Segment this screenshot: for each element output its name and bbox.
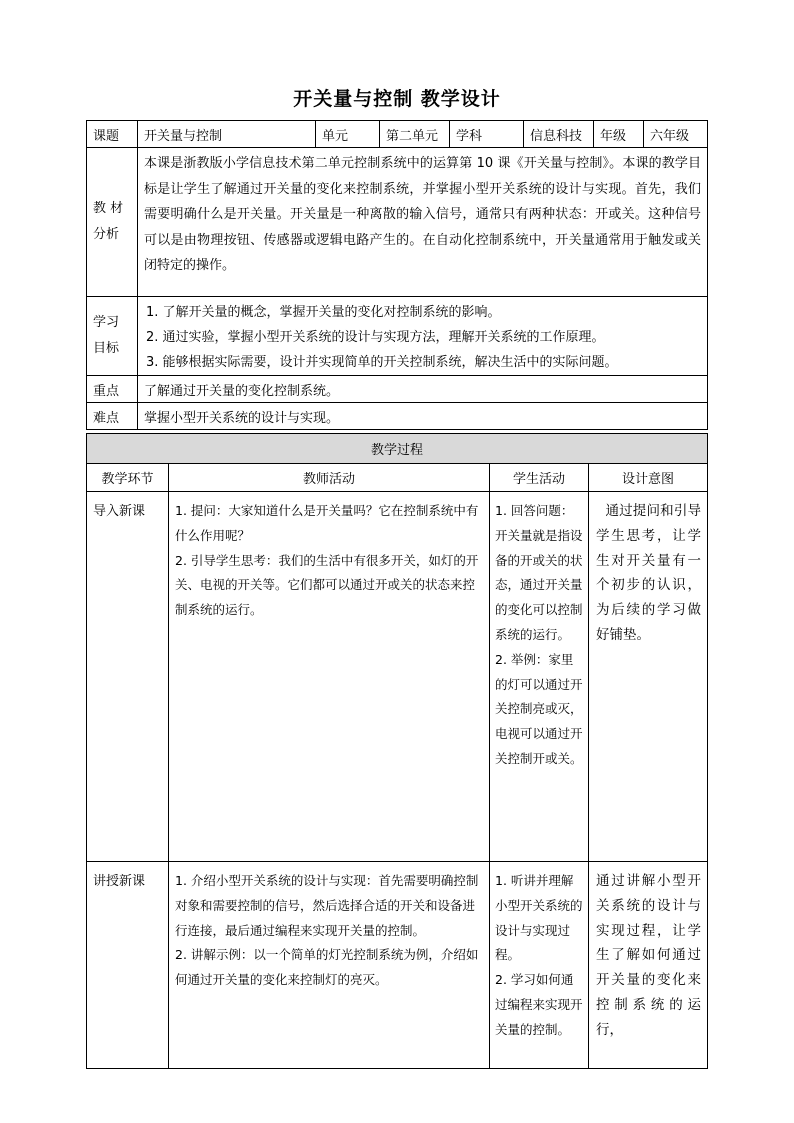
goals-row [87, 297, 708, 376]
table-row [87, 492, 708, 862]
student-activity-item: 2. 举例：家里的灯可以通过开关控制亮或灭，电视可以通过开关控制开或关。 [495, 651, 583, 766]
grade-value: 六年级 [644, 121, 708, 148]
document-title: 开关量与控制 教学设计 [293, 88, 501, 110]
course-row [87, 121, 708, 148]
process-band-title: 教学过程 [87, 434, 708, 464]
teacher-activity-item: 1. 提问：大家知道什么是开关量吗？它在控制系统中有什么作用呢？ [175, 503, 479, 543]
key-point-text: 了解通过开关量的变化控制系统。 [138, 376, 708, 403]
goal-item: 2. 通过实验，掌握小型开关系统的设计与实现方法，理解开关系统的工作原理。 [146, 330, 605, 345]
process-band-row [87, 434, 708, 464]
student-activity-item: 2. 学习如何通过编程来实现开关量的控制。 [495, 972, 583, 1037]
header-teacher: 教师活动 [169, 464, 490, 492]
header-student: 学生活动 [490, 464, 589, 492]
analysis-text: 本课是浙教版小学信息技术第二单元控制系统中的运算第 10 课《开关量与控制》。本课的教学目标是让学生了解通过开关量的变化来控制系统，并掌握小型开关系统的设计与实现。首先，我们需要明确什么是开关量。开关量是一种离散的输入信号，通常只有两种状态：开或关。这种信号可以是由物理按钮、传感器或逻辑电路产生的。在自动化控制系统中，开关量通常用于触发或关闭特定的操作。 [138, 148, 708, 297]
difficulty-label: 难点 [87, 403, 138, 430]
design-intent-cell [589, 492, 708, 862]
subject-value: 信息科技 [524, 121, 594, 148]
design-intent-text: 通过讲解小型开关系统的设计与实现过程，让学生了解如何通过开关量的变化来控制系统的运行， [596, 873, 702, 1038]
goals-label-line1: 学习 [93, 315, 120, 330]
analysis-row [87, 148, 708, 297]
unit-value: 第二单元 [380, 121, 450, 148]
analysis-label-line2: 分析 [93, 227, 120, 242]
student-activity-cell [490, 862, 589, 1069]
teacher-activity-cell [169, 862, 490, 1069]
goals-label-line2: 目标 [93, 341, 120, 356]
key-point-row [87, 376, 708, 403]
goals-label [87, 297, 138, 376]
difficulty-row [87, 403, 708, 430]
stage-cell: 导入新课 [87, 492, 169, 862]
lesson-info-table [86, 120, 708, 430]
teacher-activity-item: 2. 引导学生思考：我们的生活中有很多开关，如灯的开关、电视的开关等。它们都可以通过开或关的状态来控制系统的运行。 [175, 552, 479, 618]
student-activity-item: 1. 回答问题：开关量就是指设备的开或关的状态，通过开关量的变化可以控制系统的运行。 [495, 503, 583, 642]
header-stage: 教学环节 [87, 464, 169, 492]
teacher-activity-cell [169, 492, 490, 862]
difficulty-text: 掌握小型开关系统的设计与实现。 [138, 403, 708, 430]
goal-item: 3. 能够根据实际需要，设计并实现简单的开关控制系统，解决生活中的实际问题。 [146, 355, 618, 370]
student-activity-cell [490, 492, 589, 862]
stage-cell: 讲授新课 [87, 862, 169, 1069]
subject-label: 学科 [450, 121, 524, 148]
table-row [87, 862, 708, 1069]
student-activity-item: 1. 听讲并理解小型开关系统的设计与实现过程。 [495, 873, 583, 963]
analysis-label-line1: 教 材 [93, 201, 124, 216]
header-intent: 设计意图 [589, 464, 708, 492]
teacher-activity-item: 1. 介绍小型开关系统的设计与实现：首先需要明确控制对象和需要控制的信号，然后选择合适的开关和设备进行连接，最后通过编程来实现开关量的控制。 [175, 873, 479, 938]
course-value: 开关量与控制 [138, 121, 316, 148]
analysis-label [87, 148, 138, 297]
teaching-process-table [86, 433, 708, 1069]
course-label: 课题 [87, 121, 138, 148]
process-header-row [87, 464, 708, 492]
goals-list [138, 297, 708, 376]
teacher-activity-item: 2. 讲解示例：以一个简单的灯光控制系统为例，介绍如何通过开关量的变化来控制灯的亮灭。 [175, 947, 479, 988]
grade-label: 年级 [594, 121, 644, 148]
design-intent-text: 通过提问和引导学生思考，让学生对开关量有一个初步的认识，为后续的学习做好铺垫。 [596, 503, 702, 643]
unit-label: 单元 [316, 121, 380, 148]
design-intent-cell [589, 862, 708, 1069]
key-point-label: 重点 [87, 376, 138, 403]
goal-item: 1. 了解开关量的概念，掌握开关量的变化对控制系统的影响。 [146, 305, 501, 320]
